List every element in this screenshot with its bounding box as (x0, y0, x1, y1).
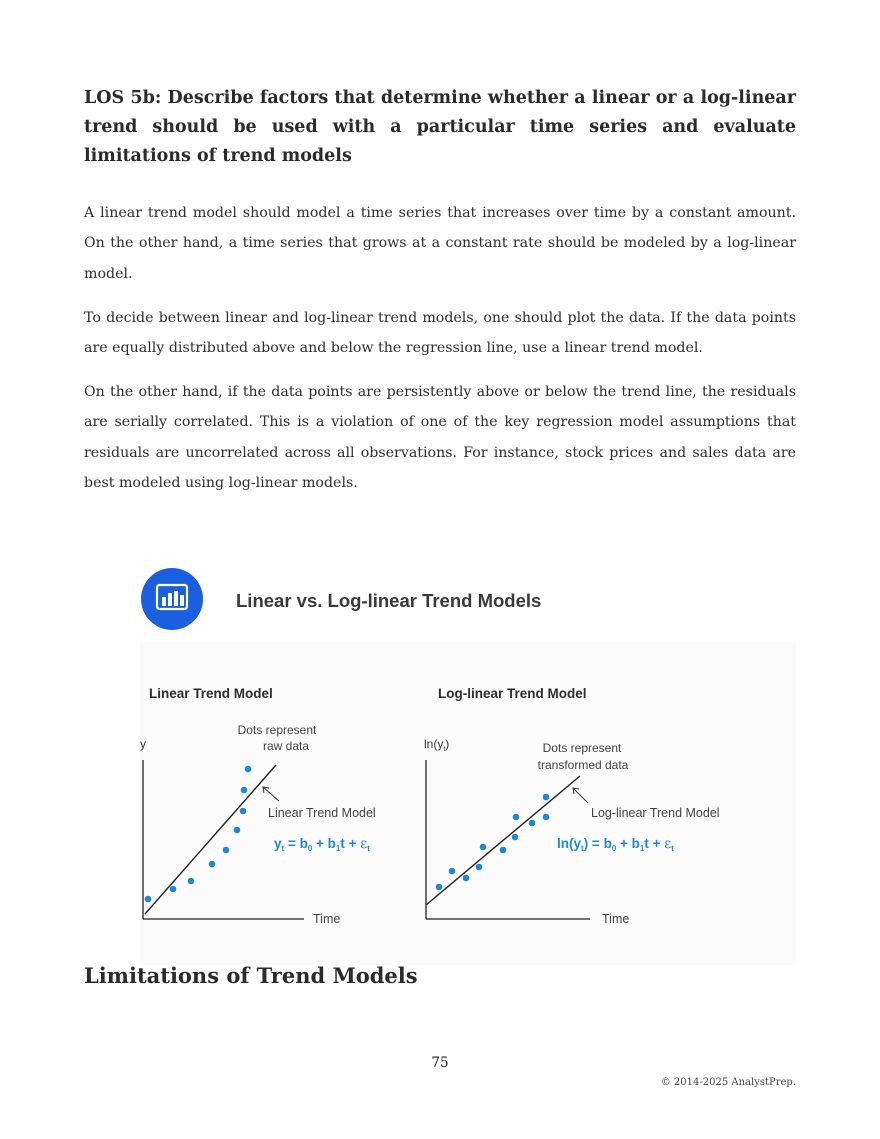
loglinear-transformed-data-dot (463, 875, 470, 882)
figure-title: Linear vs. Log-linear Trend Models (236, 590, 542, 611)
paragraph-linear-vs-loglinear: A linear trend model should model a time series that increases over time by a constant amount. On the other hand, a time series that grows at a constant rate should be modeled by a log-linear model. (84, 205, 796, 282)
linear-raw-data-dot (234, 827, 241, 834)
loglinear-equation: $\ln(y_t) = b_0 + b_1t + \varepsilon_t$ (557, 836, 674, 853)
linear-panel-title: Linear Trend Model (149, 686, 273, 701)
loglinear-y-axis-label: $\ln(y_t)$ (424, 737, 450, 753)
loglinear-transformed-data-dot (500, 847, 507, 854)
linear-raw-data-dot (223, 847, 230, 854)
paragraph-plot-data: To decide between linear and log-linear trend models, one should plot the data. If the data points are equally distributed above and below the regression line, use a linear trend model. (84, 310, 796, 357)
linear-raw-data-dot (209, 861, 216, 868)
loglinear-transformed-data-dot (436, 884, 443, 891)
loglinear-transformed-data-dot (513, 814, 520, 821)
paragraph-serial-correlation: On the other hand, if the data points are persistently above or below the trend line, the residuals are serially correlated. This is a violation of one of the key regression model assumptions that residuals are uncorrelated across all observations. For instance, stock prices and sales data are best modeled using log-linear models. (84, 384, 796, 491)
linear-raw-data-dot (245, 766, 252, 773)
trend-models-figure (140, 560, 796, 965)
linear-x-axis-label: Time (313, 912, 341, 926)
linear-raw-data-dot (240, 808, 247, 815)
loglinear-line-label: Log-linear Trend Model (591, 806, 720, 820)
loglinear-transformed-data-dot (449, 868, 456, 875)
loglinear-transformed-data-dot (480, 844, 487, 851)
linear-raw-data-dot (188, 878, 195, 885)
loglinear-panel-title: Log-linear Trend Model (438, 686, 587, 701)
linear-dots-note-line1: Dots represent (237, 723, 317, 737)
loglinear-transformed-data-dot (543, 814, 550, 821)
bar-chart-icon (141, 568, 203, 630)
linear-equation: $y_t = b_0 + b_1t + \varepsilon_t$ (274, 836, 370, 853)
loglinear-dots-note-line1: Dots represent (542, 741, 622, 755)
copyright-notice: © 2014-2025 AnalystPrep. (660, 1077, 796, 1088)
page-number: 75 (431, 1055, 449, 1071)
linear-line-label: Linear Trend Model (268, 806, 376, 820)
linear-raw-data-dot (170, 886, 177, 893)
los-heading: LOS 5b: Describe factors that determine whether a linear or a log-linear trend should be used with a particular time series and evaluate limitations of trend models (84, 88, 796, 166)
linear-y-axis-label: y (140, 737, 146, 751)
loglinear-dots-note-line2: transformed data (537, 758, 629, 772)
section-heading-limitations: Limitations of Trend Models (84, 963, 418, 988)
linear-raw-data-dot (241, 787, 248, 794)
loglinear-transformed-data-dot (512, 834, 519, 841)
loglinear-x-axis-label: Time (602, 912, 630, 926)
loglinear-transformed-data-dot (529, 820, 536, 827)
linear-raw-data-dot (145, 896, 152, 903)
linear-dots-note-line2: raw data (262, 739, 310, 753)
loglinear-transformed-data-dot (476, 864, 483, 871)
loglinear-transformed-data-dot (543, 794, 550, 801)
